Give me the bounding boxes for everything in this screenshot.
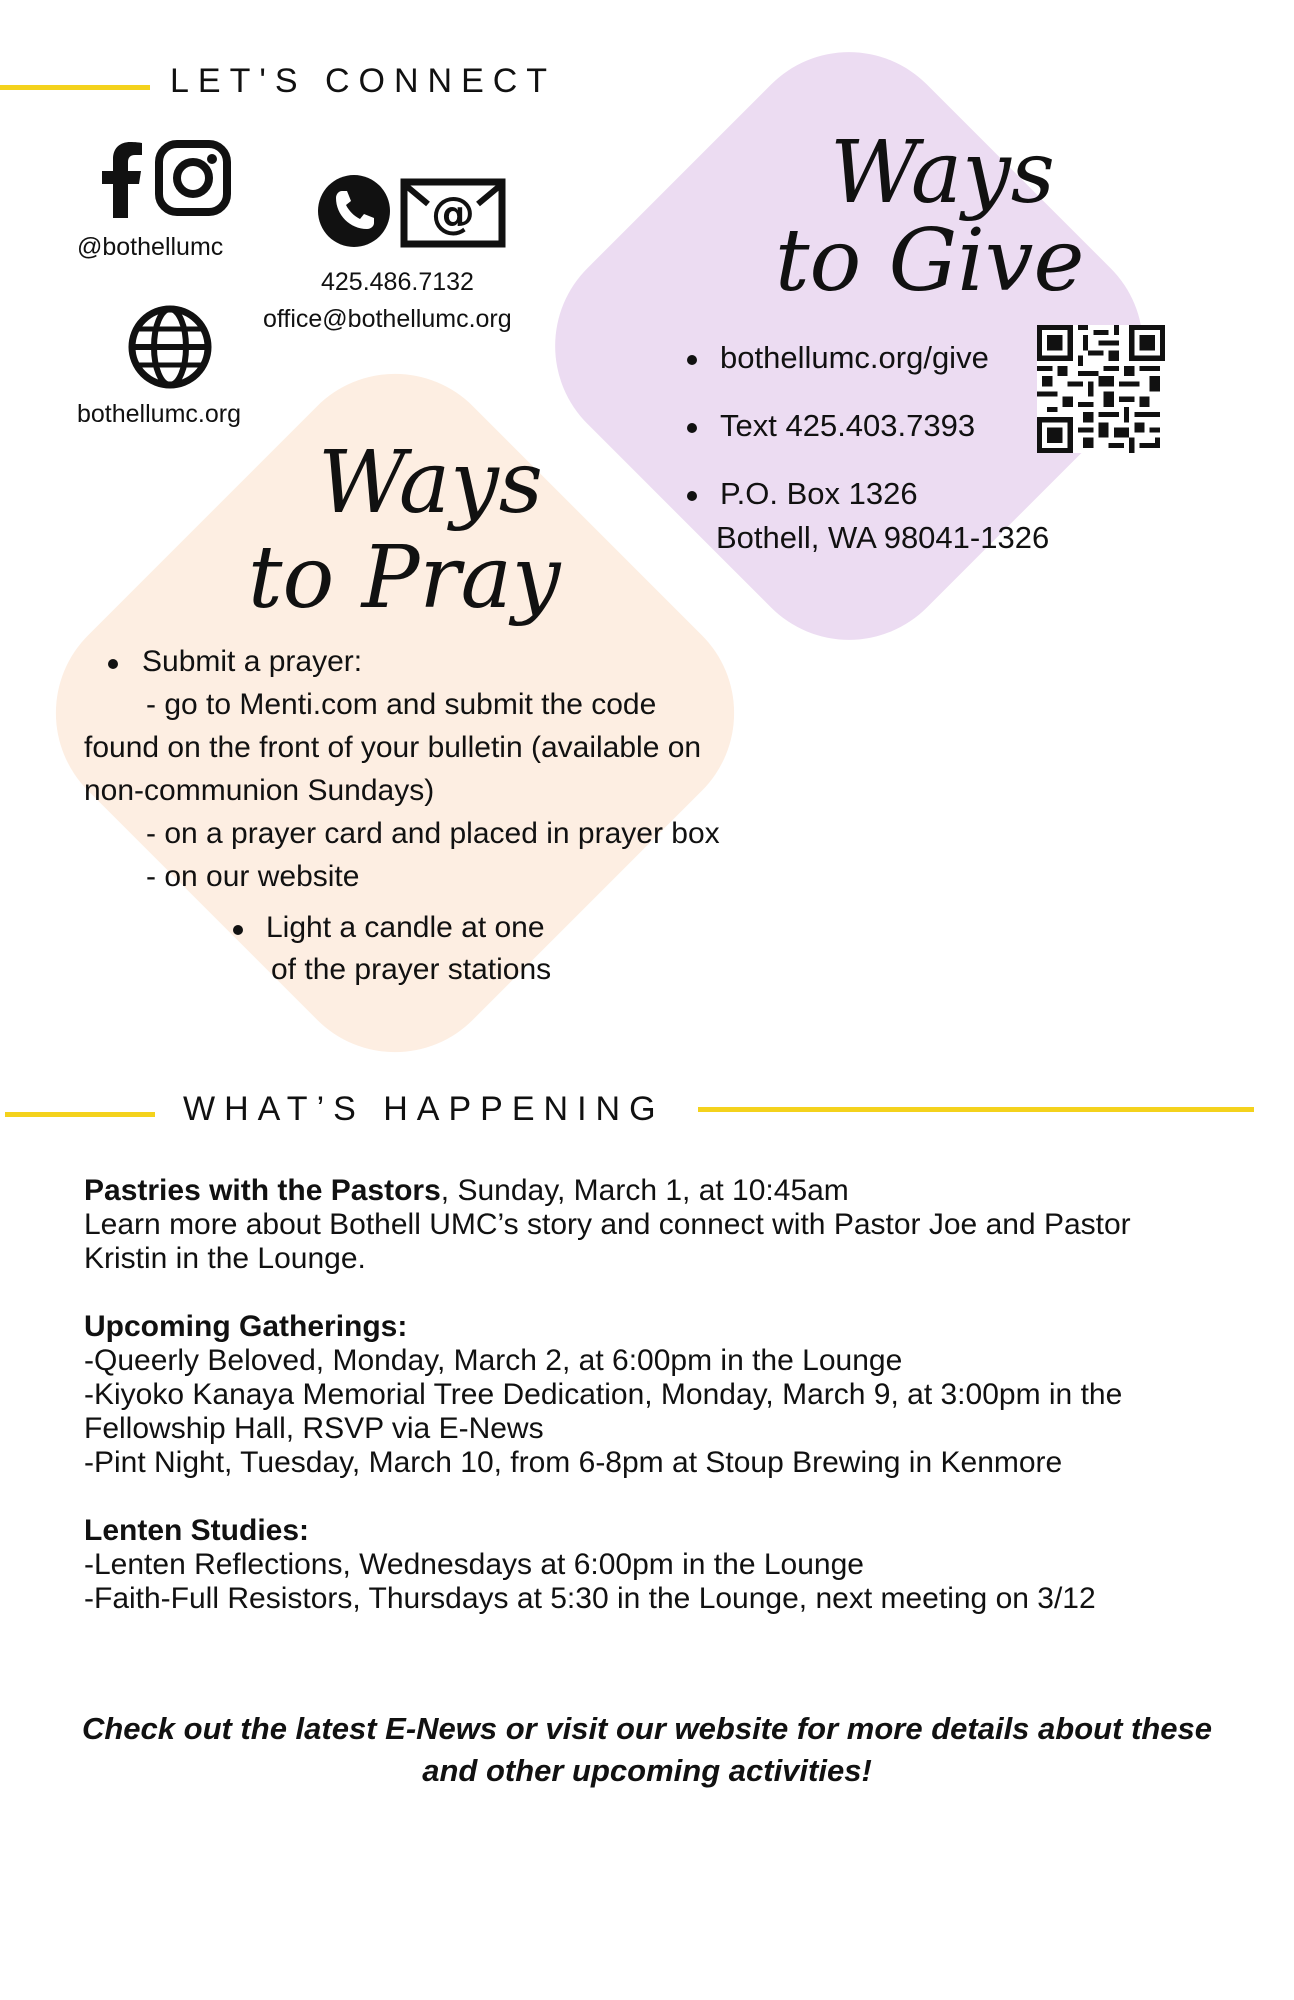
pray-sub3: - on our website xyxy=(146,860,360,893)
pray-title-line1: Ways xyxy=(318,433,543,533)
closing-line-1: Check out the latest E-News or visit our website for more details about these xyxy=(81,1711,1213,1746)
give-address-line2: Bothell, WA 98041-1326 xyxy=(716,520,1050,555)
pastries-desc-1: Learn more about Bothell UMC’s story and connect with Pastor Joe and Pastor xyxy=(84,1208,1131,1241)
give-bullet-3 xyxy=(687,491,697,501)
pray-bullet-1 xyxy=(108,659,118,669)
happening-rule-right xyxy=(698,1107,1254,1112)
pastries-heading xyxy=(84,1174,849,1208)
give-title-line1: Ways xyxy=(830,123,1055,223)
lenten-item: -Lenten Reflections, Wednesdays at 6:00pm in the Lounge xyxy=(84,1548,864,1581)
give-text-number[interactable]: Text 425.403.7393 xyxy=(720,408,976,443)
email-icon[interactable] xyxy=(400,178,506,248)
pastries-bold: Pastries with the Pastors xyxy=(84,1174,441,1207)
pray-sub1-line1: - go to Menti.com and submit the code xyxy=(146,688,657,721)
give-bullet-2 xyxy=(687,423,697,433)
gathering-item: -Pint Night, Tuesday, March 10, from 6-8pm at Stoup Brewing in Kenmore xyxy=(84,1446,1063,1479)
phone-number[interactable]: 425.486.7132 xyxy=(321,268,474,296)
globe-icon[interactable] xyxy=(127,304,213,390)
pray-candle-line2: of the prayer stations xyxy=(271,953,552,986)
gatherings-heading: Upcoming Gatherings: xyxy=(84,1310,408,1343)
give-title-line2: to Give xyxy=(775,211,1085,311)
email-address[interactable]: office@bothellumc.org xyxy=(263,305,512,333)
gathering-item: -Queerly Beloved, Monday, March 2, at 6:00pm in the Lounge xyxy=(84,1344,903,1377)
instagram-icon[interactable] xyxy=(155,140,231,216)
website-link[interactable]: bothellumc.org xyxy=(77,400,241,428)
closing-line-2: and other upcoming activities! xyxy=(422,1753,872,1788)
pray-sub2: - on a prayer card and placed in prayer box xyxy=(146,817,720,850)
pray-submit-label: Submit a prayer: xyxy=(142,645,363,678)
pray-bullet-2 xyxy=(233,925,243,935)
gathering-item: -Kiyoko Kanaya Memorial Tree Dedication, Monday, March 9, at 3:00pm in the xyxy=(84,1378,1123,1411)
happening-title: WHAT’S HAPPENING xyxy=(183,1090,665,1128)
pastries-desc-2: Kristin in the Lounge. xyxy=(84,1242,366,1275)
pastries-date: , Sunday, March 1, at 10:45am xyxy=(440,1174,849,1207)
lenten-item: -Faith-Full Resistors, Thursdays at 5:30 in the Lounge, next meeting on 3/12 xyxy=(84,1582,1096,1615)
phone-icon[interactable] xyxy=(318,175,390,247)
pray-candle-line1: Light a candle at one xyxy=(266,911,545,944)
give-bullet-1 xyxy=(687,355,697,365)
give-po-box: P.O. Box 1326 xyxy=(720,476,918,511)
pray-sub1-line3: non-communion Sundays) xyxy=(84,774,435,807)
qr-code-icon[interactable] xyxy=(1037,325,1165,453)
connect-rule xyxy=(0,85,150,90)
pray-sub1-line2: found on the front of your bulletin (available on xyxy=(84,731,702,764)
give-website[interactable]: bothellumc.org/give xyxy=(720,340,989,375)
pray-title-line2: to Pray xyxy=(248,528,561,628)
happening-rule-left xyxy=(5,1112,155,1117)
social-handle[interactable]: @bothellumc xyxy=(77,233,224,261)
facebook-icon[interactable] xyxy=(100,140,144,218)
connect-title: LET'S CONNECT xyxy=(170,62,557,100)
svg-text:@: @ xyxy=(431,188,475,239)
gathering-item: Fellowship Hall, RSVP via E-News xyxy=(84,1412,544,1445)
lenten-heading: Lenten Studies: xyxy=(84,1514,310,1547)
